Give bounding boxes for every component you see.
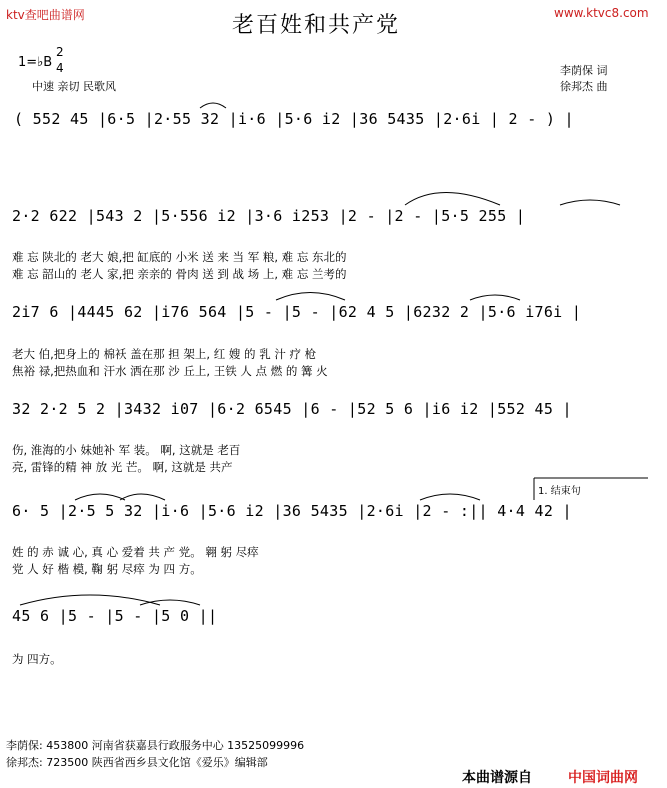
lyrics-line-4-verse-1: 伤, 淮海的小 妹她补 军 装。 啊, 这就是 老百	[12, 443, 241, 457]
notation-line-4: 32 2·2 5 2 |3432 i07 |6·2 6545 |6 - |52 5 6 |i6 i2 |552 45 |	[12, 400, 572, 418]
lyrics-line-3-verse-1: 老大 伯,把身上的 棉袄 盖在那 担 架上, 红 嫂 的 乳 汁 疗 枪	[12, 347, 317, 361]
composer-credit: 徐邦杰 曲	[560, 80, 608, 93]
notation-line-3: 2i7 6 |4445 62 |i76 564 |5 - |5 - |62 4 5 |6232 2 |5·6 i76i |	[12, 303, 582, 321]
ending-bracket-label: 1. 结束句	[538, 486, 581, 497]
site-watermark-right: www.ktvc8.com	[554, 6, 649, 20]
source-site-link[interactable]: 中国词曲网	[568, 770, 638, 786]
lyrics-line-2-verse-1: 难 忘 陕北的 老大 娘,把 缸底的 小米 送 来 当 军 粮, 难 忘 东北的	[12, 250, 347, 264]
lyrics-line-6: 为 四方。	[12, 652, 62, 666]
song-title: 老百姓和共产党	[232, 13, 401, 38]
lyrics-line-5-verse-1: 姓 的 赤 诚 心, 真 心 爱着 共 产 党。 翱 躬 尽瘁	[12, 545, 259, 559]
lyrics-line-4-verse-2: 亮, 雷锋的精 神 放 光 芒。 啊, 这就是 共产	[12, 460, 233, 474]
key-signature: 1=♭B	[18, 55, 53, 70]
notation-line-6: 45 6 |5 - |5 - |5 0 ||	[12, 607, 218, 625]
time-signature-bottom: 4	[56, 61, 64, 75]
lyricist-contact: 李荫保: 453800 河南省获嘉县行政服务中心 13525099996	[6, 739, 305, 752]
lyrics-line-5-verse-2: 党 人 好 楷 模, 鞠 躬 尽瘁 为 四 方。	[12, 562, 202, 576]
notation-line-5: 6· 5 |2·5 5 32 |i·6 |5·6 i2 |36 5435 |2·6i |2 - :|| 4·4 42 |	[12, 502, 572, 520]
site-watermark-left: ktv查吧曲谱网	[6, 8, 85, 22]
notation-line-2: 2·2 622 |543 2 |5·556 i2 |3·6 i253 |2 - |2 - |5·5 255 |	[12, 207, 526, 225]
time-signature-top: 2	[56, 45, 64, 59]
tempo-marking: 中速 亲切 民歌风	[32, 80, 116, 93]
lyricist-credit: 李荫保 词	[560, 64, 608, 77]
notation-line-1: ( 552 45 |6·5 |2·55 32 |i·6 |5·6 i2 |36 5435 |2·6i | 2 - ) |	[14, 110, 574, 128]
source-label: 本曲谱源自	[462, 770, 532, 786]
lyrics-line-3-verse-2: 焦裕 禄,把热血和 汗水 洒在那 沙 丘上, 王铁 人 点 燃 的 篝 火	[12, 364, 328, 378]
composer-contact: 徐邦杰: 723500 陕西省西乡县文化馆《爱乐》编辑部	[6, 756, 268, 769]
lyrics-line-2-verse-2: 难 忘 韶山的 老人 家,把 亲亲的 骨肉 送 到 战 场 上, 难 忘 兰考的	[12, 267, 347, 281]
